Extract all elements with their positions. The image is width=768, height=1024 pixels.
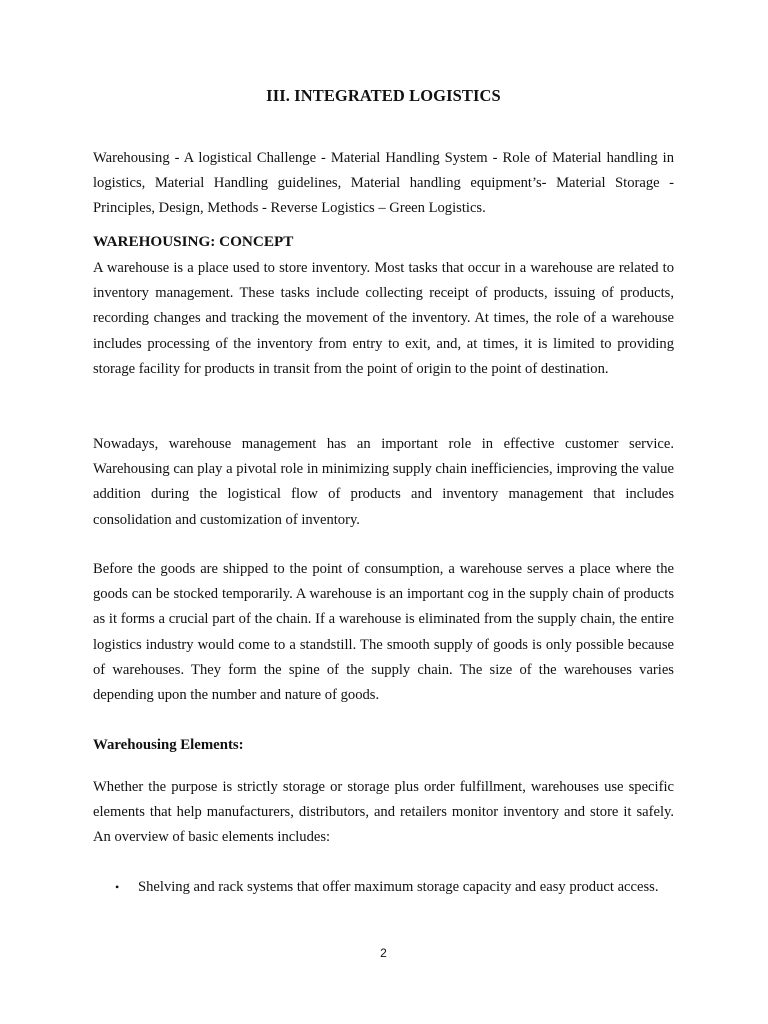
section-heading: WAREHOUSING: CONCEPT (93, 233, 294, 250)
body-paragraph: A warehouse is a place used to store inventory. Most tasks that occur in a warehouse are related to inventory management. These tasks include collecting receipt of products, issuing of products, recording changes and tracking the movement of the inventory. At times, the role of a warehouse includes processing of the inventory from entry to exit, and, at times, it is limited to providing storage facility for products in transit from the point of origin to the point of destination. (93, 260, 674, 377)
bullet-list (93, 875, 674, 900)
body-paragraph: Before the goods are shipped to the point of consumption, a warehouse serves a place where the goods can be stocked temporarily. A warehouse is an important cog in the supply chain of products as it forms a crucial part of the chain. If a warehouse is eliminated from the supply chain, the entire logistics industry would come to a standstill. The smooth supply of goods is only possible because of warehouses. They form the spine of the supply chain. The size of the warehouses varies depending upon the number and nature of goods. (93, 561, 674, 704)
chapter-title: III. INTEGRATED LOGISTICS (266, 86, 501, 105)
page-number: 2 (380, 946, 387, 960)
chapter-intro-paragraph: Warehousing - A logistical Challenge - Material Handling System - Role of Material handling in logistics, Material Handling guidelines, Material handling equipment’s- Material Storage -Principles, Design, Methods - Reverse Logistics – Green Logistics. (93, 150, 674, 217)
subheading: Warehousing Elements: (93, 737, 244, 753)
list-item-text: Shelving and rack systems that offer maximum storage capacity and easy product access. (138, 879, 659, 895)
body-paragraph: Nowadays, warehouse management has an important role in effective customer service. Warehousing can play a pivotal role in minimizing supply chain inefficiencies, improving the value addition during the logistical flow of products and inventory management that includes consolidation and customization of inventory. (93, 436, 674, 528)
elements-intro-paragraph: Whether the purpose is strictly storage or storage plus order fulfillment, warehouses use specific elements that help manufacturers, distributors, and retailers monitor inventory and store it safely. An overview of basic elements includes: (93, 779, 674, 846)
bullet-icon: • (115, 880, 120, 894)
list-item (93, 875, 674, 900)
